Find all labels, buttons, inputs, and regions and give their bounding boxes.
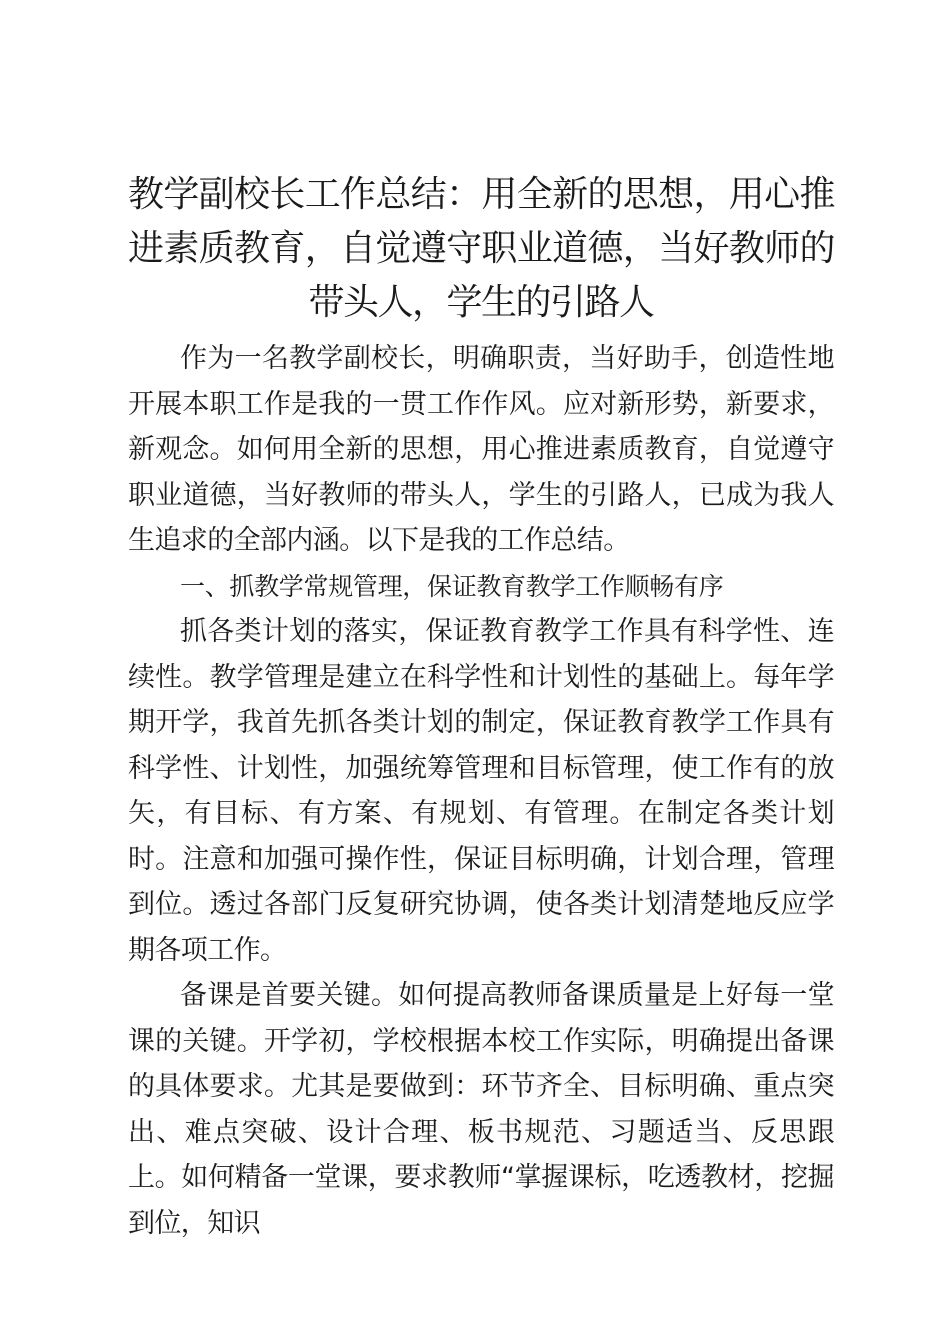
document-title: 教学副校长工作总结：用全新的思想，用心推进素质教育，自觉遵守职业道德，当好教师的带头人，学生的引路人 [128, 174, 834, 323]
document-page [128, 168, 834, 1246]
document-body [128, 336, 834, 1246]
intro-paragraph: 作为一名教学副校长，明确职责，当好助手，创造性地开展本职工作是我的一贯工作作风。应对新形势，新要求，新观念。如何用全新的思想，用心推进素质教育，自觉遵守职业道德，当好教师的带头人，学生的引路人，已成为我人生追求的全部内涵。以下是我的工作总结。 [128, 343, 834, 556]
body-paragraph: 备课是首要关键。如何提高教师备课质量是上好每一堂课的关键。开学初，学校根据本校工作实际，明确提出备课的具体要求。尤其是要做到：环节齐全、目标明确、重点突出、难点突破、设计合理、板书规范、习题适当、反思跟上。如何精备一堂课，要求教师“掌握课标，吃透教材，挖掘到位，知识 [128, 980, 834, 1239]
body-paragraph: 抓各类计划的落实，保证教育教学工作具有科学性、连续性。教学管理是建立在科学性和计划性的基础上。每年学期开学，我首先抓各类计划的制定，保证教育教学工作具有科学性、计划性，加强统筹管理和目标管理，使工作有的放矢，有目标、有方案、有规划、有管理。在制定各类计划时。注意和加强可操作性，保证目标明确，计划合理，管理到位。透过各部门反复研究协调，使各类计划清楚地反应学期各项工作。 [128, 616, 834, 966]
section-heading: 一、抓教学常规管理，保证教育教学工作顺畅有序 [180, 571, 724, 601]
